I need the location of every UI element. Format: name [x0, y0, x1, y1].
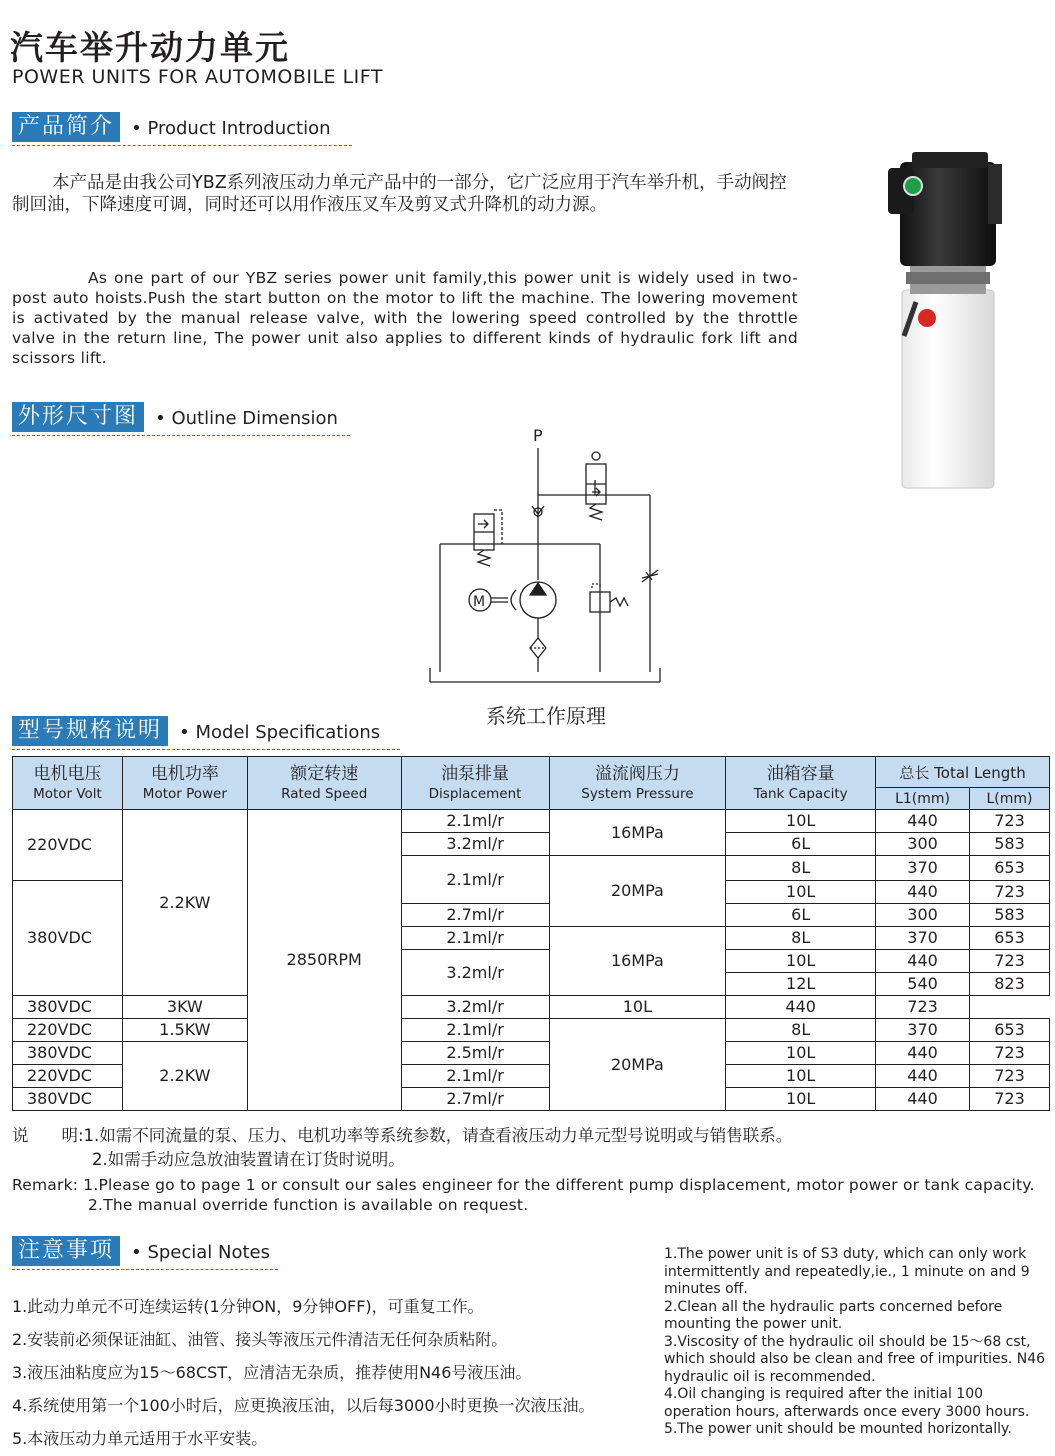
table-cell: 370 [876, 1019, 970, 1042]
table-cell: 583 [970, 833, 1050, 856]
table-cell: 440 [876, 810, 970, 833]
header-cell: L1(mm) [876, 788, 970, 810]
specs-table [12, 756, 1050, 1111]
table-cell: 16MPa [549, 927, 726, 996]
list-item: 3.Viscosity of the hydraulic oil should be 15～68 cst, which should also be clean and free of impurities. N46 hydraulic oil is recommended. [664, 1333, 1046, 1385]
table-cell: 380VDC [13, 1042, 123, 1065]
table-cell: 2.7ml/r [401, 1088, 549, 1111]
table-cell: 723 [970, 1042, 1050, 1065]
table-cell: 220VDC [13, 1065, 123, 1088]
table-cell: 440 [876, 1088, 970, 1111]
divider [12, 145, 352, 146]
table-cell: 2.1ml/r [401, 927, 549, 950]
table-cell: 6L [726, 833, 876, 856]
remark-line: 说 明:1.如需不同流量的泵、压力、电机功率等系统参数，请查看液压动力单元型号说明或与销售联系。 [12, 1126, 793, 1145]
header-cell: 额定转速 Rated Speed [247, 757, 401, 810]
table-cell: 2.1ml/r [401, 1065, 549, 1088]
table-cell: 380VDC [13, 1088, 123, 1111]
intro-text-cn: 本产品是由我公司YBZ系列液压动力单元产品中的一部分，它广泛应用于汽车举升机，手动阀控制回油，下降速度可调，同时还可以用作液压叉车及剪叉式升降机的动力源。 [12, 173, 787, 215]
table-cell: 10L [726, 1042, 876, 1065]
table-cell: 370 [876, 927, 970, 950]
list-item: 1.此动力单元不可连续运转(1分钟ON，9分钟OFF)，可重复工作。 [12, 1297, 484, 1316]
table-cell: 10L [726, 881, 876, 904]
section-tag: 产品简介 [12, 112, 120, 142]
table-cell: 370 [876, 856, 970, 881]
section-notes-heading [12, 1236, 270, 1268]
table-cell: 723 [970, 810, 1050, 833]
table-cell: 723 [970, 1088, 1050, 1111]
table-cell: 220VDC [13, 1019, 123, 1042]
table-cell: 2.7ml/r [401, 904, 549, 927]
divider [12, 1269, 278, 1270]
table-cell: 2.2KW [122, 810, 247, 996]
list-item: 4.Oil changing is required after the initial 100 operation hours, afterwards once every 3000 hours. [664, 1386, 1030, 1420]
header-cell: 油箱容量 Tank Capacity [726, 757, 876, 810]
table-cell: 2.1ml/r [401, 810, 549, 833]
remark-line: 2.如需手动应急放油装置请在订货时说明。 [92, 1150, 405, 1169]
section-outline-heading [12, 402, 338, 434]
table-cell: 16MPa [549, 810, 726, 856]
header-cell: L(mm) [970, 788, 1050, 810]
table-cell: 10L [726, 810, 876, 833]
table-cell: 440 [876, 881, 970, 904]
list-item: 2.Clean all the hydraulic parts concerned before mounting the power unit. [664, 1298, 1003, 1332]
table-cell: 300 [876, 904, 970, 927]
list-item: 4.系统使用第一个100小时后，应更换液压油，以后每3000小时更换一次液压油。 [12, 1396, 595, 1415]
table-cell: 3.2ml/r [401, 996, 549, 1019]
motor-label: M [473, 594, 486, 610]
table-cell: 3.2ml/r [401, 950, 549, 996]
table-cell: 8L [726, 856, 876, 881]
table-row [13, 810, 1050, 833]
header-cell: 电机功率 Motor Power [122, 757, 247, 810]
table-cell: 8L [726, 1019, 876, 1042]
table-cell: 10L [726, 1065, 876, 1088]
list-item: 1.The power unit is of S3 duty, which can only work intermittently and repeatedly,ie., 1 minute on and 9 minutes off. [664, 1246, 1030, 1297]
remarks-en [12, 1175, 1035, 1215]
section-tag: 注意事项 [12, 1236, 120, 1266]
header-cell: 电机电压 Motor Volt [13, 757, 123, 810]
header-cell: 总长 Total Length [876, 757, 1050, 788]
table-cell: 823 [970, 973, 1050, 996]
table-row [13, 996, 1050, 1019]
section-model-heading [12, 716, 380, 748]
table-cell: 723 [970, 950, 1050, 973]
section-intro-heading [12, 112, 331, 144]
table-cell: 723 [970, 1065, 1050, 1088]
table-cell: 653 [970, 927, 1050, 950]
table-cell: 440 [876, 1065, 970, 1088]
hydraulic-schematic [420, 420, 670, 690]
table-cell: 723 [970, 881, 1050, 904]
list-item: 3.液压油粘度应为15～68CST，应清洁无杂质，推荐使用N46号液压油。 [12, 1363, 532, 1382]
section-tag: 型号规格说明 [12, 716, 168, 746]
header-cell: 油泵排量 Displacement [401, 757, 549, 810]
diagram-caption: 系统工作原理 [486, 704, 606, 728]
section-title-en: • Special Notes [131, 1242, 271, 1263]
section-title-en: • Product Introduction [131, 118, 331, 139]
port-label: P [533, 426, 543, 445]
table-cell: 300 [876, 833, 970, 856]
table-row [13, 1042, 1050, 1065]
special-notes-cn [12, 1290, 595, 1455]
table-cell: 1.5KW [122, 1019, 247, 1042]
intro-text-en: As one part of our YBZ series power unit family,this power unit is widely used in two-post auto hoists.Push the start button on the motor to lift the machine. The lowering movement is activated by the manual release valve, with the lowering speed controlled by the throttle valve in the return line, The power unit also applies to different kinds of hydraulic fork lift and scissors lift. [12, 269, 798, 367]
table-cell: 440 [876, 950, 970, 973]
table-cell: 3KW [122, 996, 247, 1019]
list-item: 5.The power unit should be mounted horizontally. [664, 1421, 1012, 1437]
table-cell: 2.1ml/r [401, 856, 549, 904]
table-cell: 380VDC [13, 996, 123, 1019]
page-subtitle: POWER UNITS FOR AUTOMOBILE LIFT [12, 66, 383, 88]
divider [12, 749, 400, 750]
table-cell: 6L [726, 904, 876, 927]
page-title: 汽车举升动力单元 [10, 28, 290, 67]
table-cell: 20MPa [549, 1019, 726, 1111]
table-cell: 10L [549, 996, 726, 1019]
table-cell: 583 [970, 904, 1050, 927]
remark-line: 2.The manual override function is available on request. [88, 1196, 529, 1214]
header-cell: 溢流阀压力 System Pressure [549, 757, 726, 810]
table-cell: 10L [726, 1088, 876, 1111]
special-notes-en [664, 1246, 1054, 1439]
table-row [13, 1019, 1050, 1042]
table-cell: 8L [726, 927, 876, 950]
table-cell: 2.5ml/r [401, 1042, 549, 1065]
section-title-en: • Outline Dimension [155, 408, 338, 429]
section-tag: 外形尺寸图 [12, 402, 144, 432]
section-title-en: • Model Specifications [179, 722, 381, 743]
table-cell: 10L [726, 950, 876, 973]
remarks-cn [12, 1124, 792, 1172]
table-cell: 653 [970, 856, 1050, 881]
table-cell: 440 [876, 1042, 970, 1065]
table-cell: 440 [726, 996, 876, 1019]
table-cell: 2.2KW [122, 1042, 247, 1111]
table-cell: 2850RPM [247, 810, 401, 1111]
table-cell: 2.1ml/r [401, 1019, 549, 1042]
list-item: 2.安装前必须保证油缸、油管、接头等液压元件清洁无任何杂质粘附。 [12, 1330, 508, 1349]
list-item: 5.本液压动力单元适用于水平安装。 [12, 1429, 268, 1448]
divider [12, 435, 350, 436]
remark-line: Remark: 1.Please go to page 1 or consult our sales engineer for the different pump displacement, motor power or tank capacity. [12, 1176, 1035, 1194]
table-cell: 20MPa [549, 856, 726, 927]
table-cell: 3.2ml/r [401, 833, 549, 856]
table-cell: 723 [876, 996, 970, 1019]
power-unit-photo [876, 150, 1006, 495]
table-cell: 653 [970, 1019, 1050, 1042]
table-cell: 12L [726, 973, 876, 996]
table-cell: 540 [876, 973, 970, 996]
table-cell: 220VDC [13, 810, 123, 881]
table-cell: 380VDC [13, 881, 123, 996]
